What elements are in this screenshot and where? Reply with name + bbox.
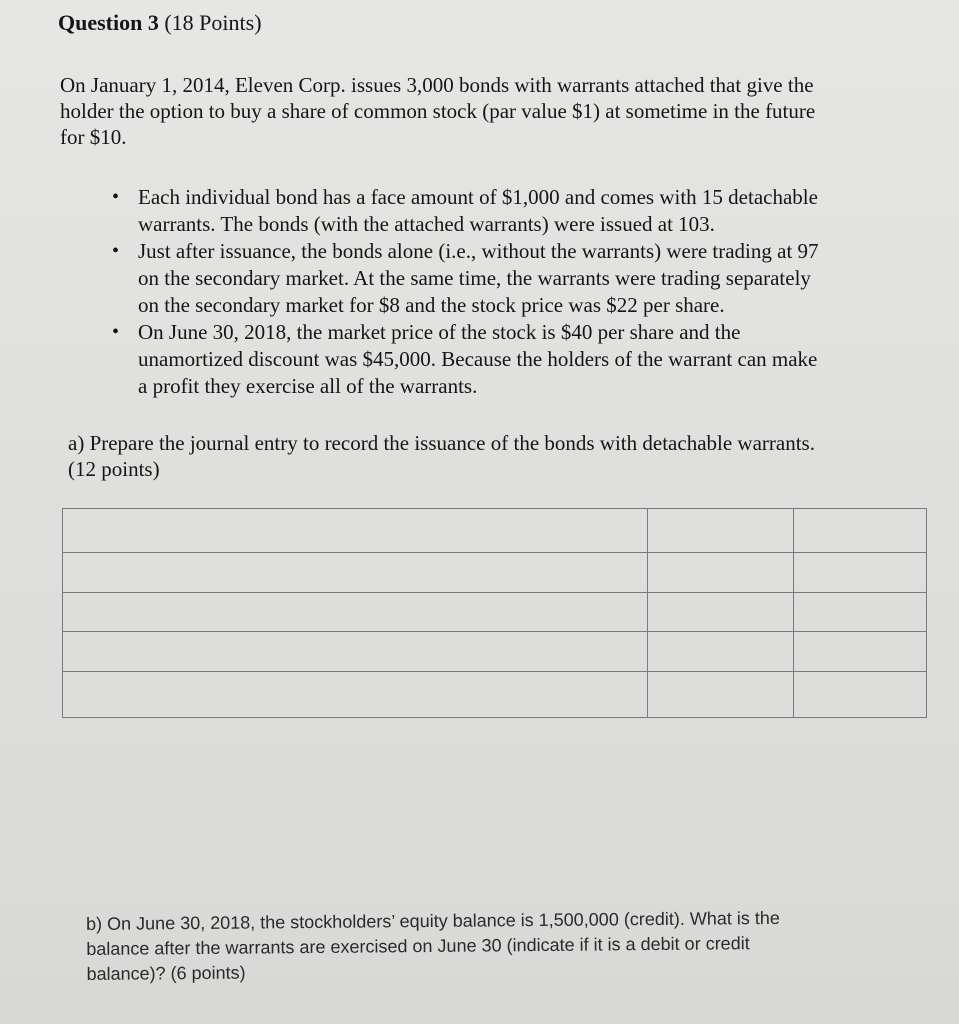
bullet-icon: •	[112, 186, 120, 208]
credit-cell[interactable]	[794, 592, 927, 632]
account-cell[interactable]	[63, 632, 648, 672]
fact-item	[112, 238, 932, 319]
journal-entry-table	[62, 508, 927, 718]
debit-cell[interactable]	[648, 632, 794, 672]
table-row	[63, 592, 927, 632]
fact-item	[112, 319, 932, 400]
question-number: Question 3	[58, 10, 159, 35]
question-points: (18 Points)	[164, 10, 262, 35]
intro-paragraph	[60, 72, 940, 150]
intro-line: holder the option to buy a share of common stock (par value $1) at sometime in the future	[60, 99, 816, 123]
account-cell[interactable]	[63, 592, 648, 632]
table-row	[63, 552, 927, 592]
fact-line: Each individual bond has a face amount of $1,000 and comes with 15 detachable	[138, 185, 818, 209]
fact-line: a profit they exercise all of the warrants.	[138, 374, 478, 398]
bullet-icon: •	[112, 240, 120, 262]
table-row	[63, 509, 927, 553]
debit-cell[interactable]	[648, 509, 794, 553]
fact-line: on the secondary market for $8 and the stock price was $22 per share.	[138, 293, 725, 317]
question-title	[58, 8, 262, 38]
fact-line: unamortized discount was $45,000. Because the holders of the warrant can make	[138, 347, 818, 371]
table-row	[63, 671, 927, 717]
fact-item	[112, 184, 932, 238]
credit-cell[interactable]	[794, 509, 927, 553]
account-cell[interactable]	[63, 552, 648, 592]
fact-line: warrants. The bonds (with the attached warrants) were issued at 103.	[138, 212, 715, 236]
part-a-prompt	[68, 430, 815, 482]
fact-line: On June 30, 2018, the market price of the stock is $40 per share and the	[138, 320, 741, 344]
part-b-prompt	[86, 906, 780, 987]
intro-line: On January 1, 2014, Eleven Corp. issues 3,000 bonds with warrants attached that give the	[60, 73, 814, 97]
credit-cell[interactable]	[794, 671, 927, 717]
part-a-line: a) Prepare the journal entry to record the issuance of the bonds with detachable warrants.	[68, 431, 815, 455]
credit-cell[interactable]	[794, 552, 927, 592]
fact-line: Just after issuance, the bonds alone (i.e., without the warrants) were trading at 97	[138, 239, 819, 263]
debit-cell[interactable]	[648, 552, 794, 592]
part-b-line: b) On June 30, 2018, the stockholders’ equity balance is 1,500,000 (credit). What is the	[86, 907, 780, 934]
table-row	[63, 632, 927, 672]
debit-cell[interactable]	[648, 671, 794, 717]
intro-line: for $10.	[60, 125, 127, 149]
part-a-line: (12 points)	[68, 457, 160, 481]
part-b-line: balance after the warrants are exercised on June 30 (indicate if it is a debit or credit	[86, 933, 750, 959]
fact-line: on the secondary market. At the same time, the warrants were trading separately	[138, 266, 811, 290]
part-b-line: balance)? (6 points)	[86, 962, 246, 984]
credit-cell[interactable]	[794, 632, 927, 672]
facts-list	[112, 184, 932, 400]
account-cell[interactable]	[63, 671, 648, 717]
account-cell[interactable]	[63, 509, 648, 553]
debit-cell[interactable]	[648, 592, 794, 632]
bullet-icon: •	[112, 321, 120, 343]
